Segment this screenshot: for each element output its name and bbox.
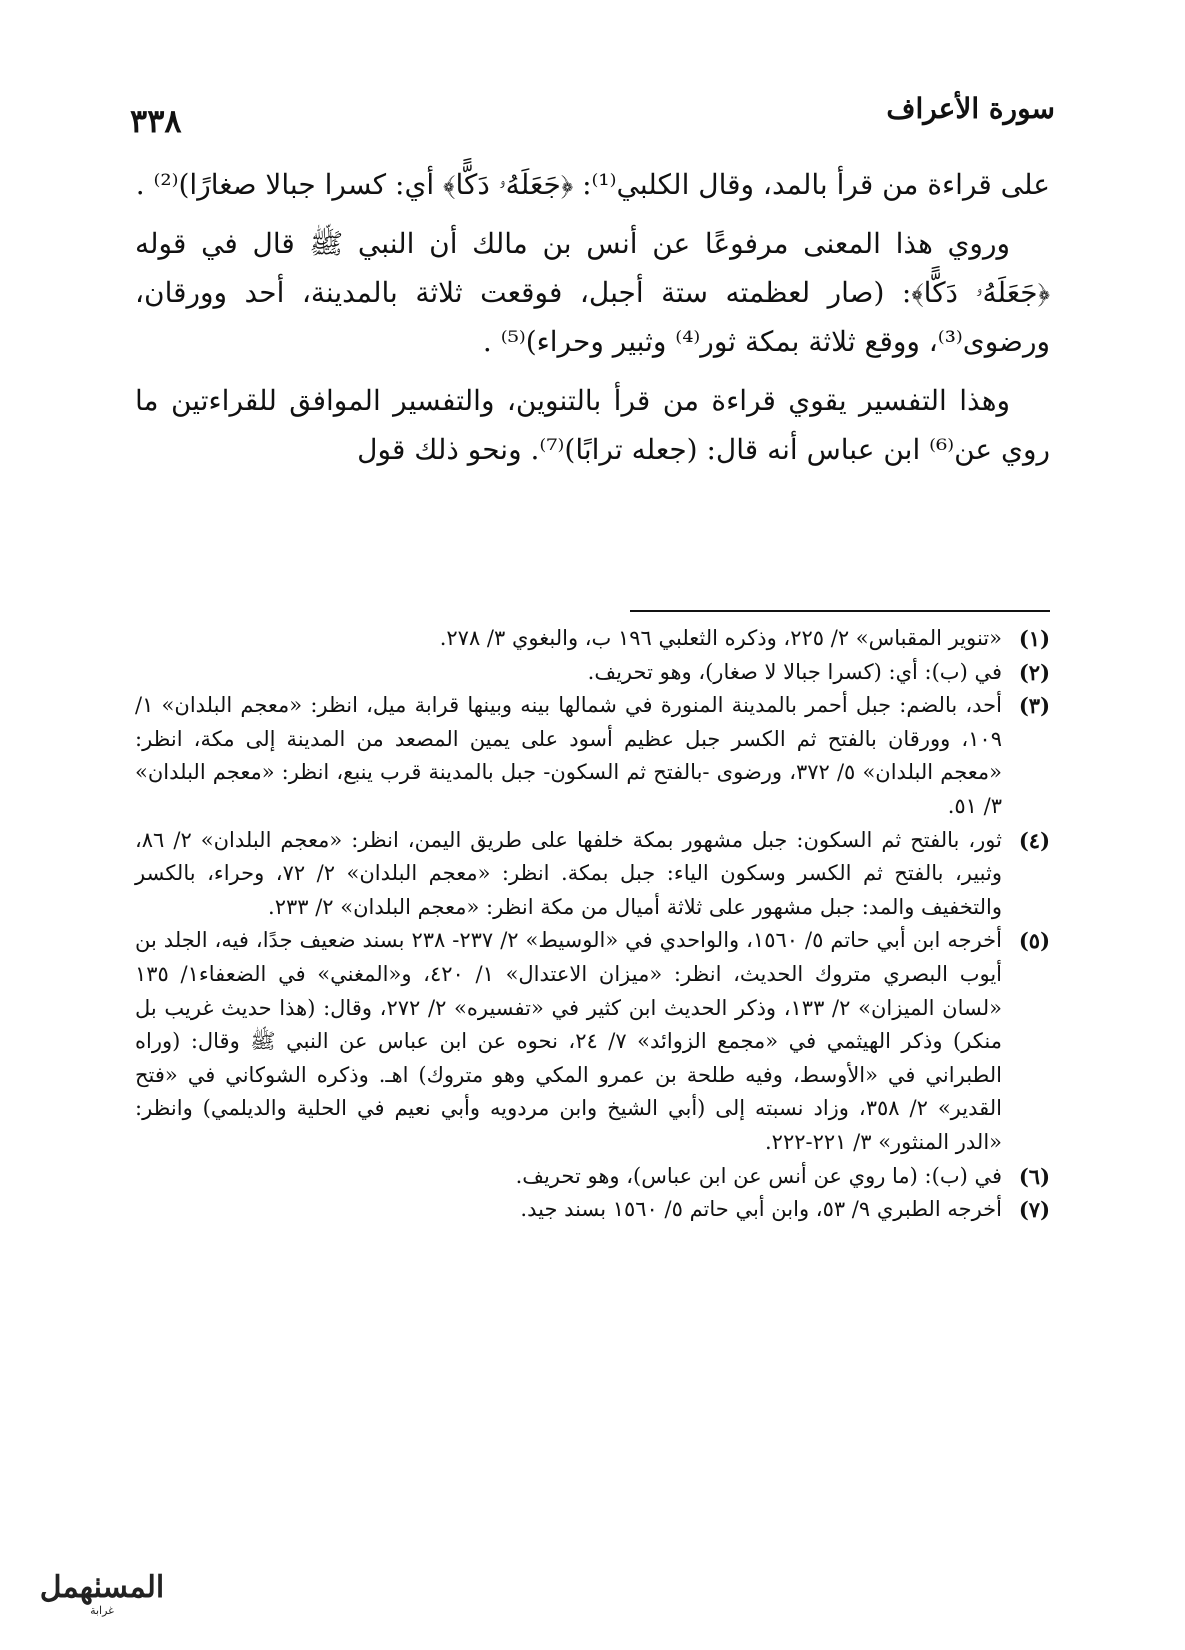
footnote — [135, 656, 1050, 690]
footnote-number: (٥) — [1018, 928, 1050, 954]
surah-title: سورة الأعراف — [886, 92, 1055, 125]
footnote-number: (٧) — [1018, 1197, 1050, 1223]
page-number: ٣٣٨ — [130, 102, 182, 140]
footnote-number: (٢) — [1018, 659, 1050, 685]
page-header — [130, 92, 1055, 142]
footnote-text: «تنوير المقباس» ٢/ ٢٢٥، وذكره الثعلبي ١٩٦ ب، والبغوي ٣/ ٢٧٨. — [439, 626, 1002, 650]
footnote-number: (١) — [1018, 626, 1050, 651]
footnote-text: في (ب): أي: (كسرا جبالا لا صغار)، وهو تحريف. — [587, 659, 1002, 684]
footnote — [135, 924, 1050, 1159]
footnote-number: (٦) — [1018, 1163, 1050, 1189]
paragraph: على قراءة من قرأ بالمد، وقال الكلبي⁽¹⁾: ﴿جَعَلَهُۥ دَكًّا﴾ أي: كسرا جبالا صغارًا)⁽²⁾ . — [135, 168, 1050, 201]
footnote — [135, 622, 1050, 656]
footnote-text: أخرجه ابن أبي حاتم ٥/ ١٥٦٠، والواحدي في «الوسيط» ٢/ ٢٣٧- ٢٣٨ بسند ضعيف جدًا، فيه، الجلد بن أيوب البصري متروك الحديث، انظر: «ميزان الاعتدال» ١/ ٤٢٠، و«المغني» في الضعفاء١/ ١٣٥ «لسان الميزان» ٢/ ١٣٣، وذكر الحديث ابن كثير في «تفسيره» ٢/ ٢٧٢، وقال: (هذا حديث غريب بل منكر) وذكر الهيثمي في «مجمع الزوائد» ٧/ ٢٤، نحوه عن ابن عباس عن النبي ﷺ وقال: (وراه الطبراني في «الأوسط، وفيه طلحة بن عمرو المكي وهو متروك) اهـ. وذكره الشوكاني في «فتح القدير» ٢/ ٣٥٨، وزاد نسبته إلى (أبي الشيخ وابن مردويه وأبي نعيم في الحلية والديلمي) وانظر: «الدر المنثور» ٣/ ٢٢١-٢٢٢. — [135, 928, 1002, 1154]
footnote-text: في (ب): (ما روي عن أنس عن ابن عباس)، وهو تحريف. — [515, 1163, 1002, 1188]
footnote-separator — [630, 610, 1050, 612]
main-text — [135, 160, 1050, 484]
footnote-number: (٤) — [1018, 827, 1050, 853]
footnote-text: ثور، بالفتح ثم السكون: جبل مشهور بمكة خلفها على طريق اليمن، انظر: «معجم البلدان» ٢/ ٨٦، وثبير، بالفتح ثم الكسر وسكون الياء: جبل بمكة. انظر: «معجم البلدان» ٢/ ٧٢، وحراء، بالكسر والتخفيف والمد: جبل مشهور على ثلاثة أميال من مكة انظر: «معجم البلدان» ٢/ ٢٣٣. — [135, 827, 1002, 919]
footnote-number: (٣) — [1018, 693, 1050, 719]
footnote — [135, 1160, 1050, 1194]
paragraph: وروي هذا المعنى مرفوعًا عن أنس بن مالك أن النبي ﷺ قال في قوله ﴿جَعَلَهُۥ دَكًّا﴾: (صار لعظمته ستة أجبل، فوقعت ثلاثة بالمدينة، أحد وورقان، ورضوى⁽³⁾، ووقع ثلاثة بمكة ثور⁽⁴⁾ وثبير وحراء)⁽⁵⁾ . — [135, 227, 1050, 358]
footnote-text: أحد، بالضم: جبل أحمر بالمدينة المنورة في شمالها بينه وبينها قرابة ميل، انظر: «معجم البلدان» ١/ ١٠٩، وورقان بالفتح ثم الكسر جبل عظيم أسود على يمين المصعد من المدينة إلى مكة، انظر: «معجم البلدان» ٥/ ٣٧٢، ورضوى -بالفتح ثم السكون- جبل بالمدينة قرب ينبع، انظر: «معجم البلدان» ٣/ ٥١. — [135, 693, 1002, 818]
footnote — [135, 824, 1050, 925]
footnotes — [135, 622, 1050, 1227]
paragraph: وهذا التفسير يقوي قراءة من قرأ بالتنوين، والتفسير الموافق للقراءتين ما روي عن⁽⁶⁾ ابن عباس أنه قال: (جعله ترابًا)⁽⁷⁾. ونحو ذلك قول — [135, 384, 1050, 466]
footnote — [135, 689, 1050, 823]
publisher-logo — [22, 1572, 182, 1628]
logo-sub-text: غرابة — [90, 1604, 114, 1617]
footnote — [135, 1193, 1050, 1227]
logo-main-text: المسٺهمل — [39, 1570, 165, 1605]
footnote-text: أخرجه الطبري ٩/ ٥٣، وابن أبي حاتم ٥/ ١٥٦٠ بسند جيد. — [520, 1197, 1002, 1222]
